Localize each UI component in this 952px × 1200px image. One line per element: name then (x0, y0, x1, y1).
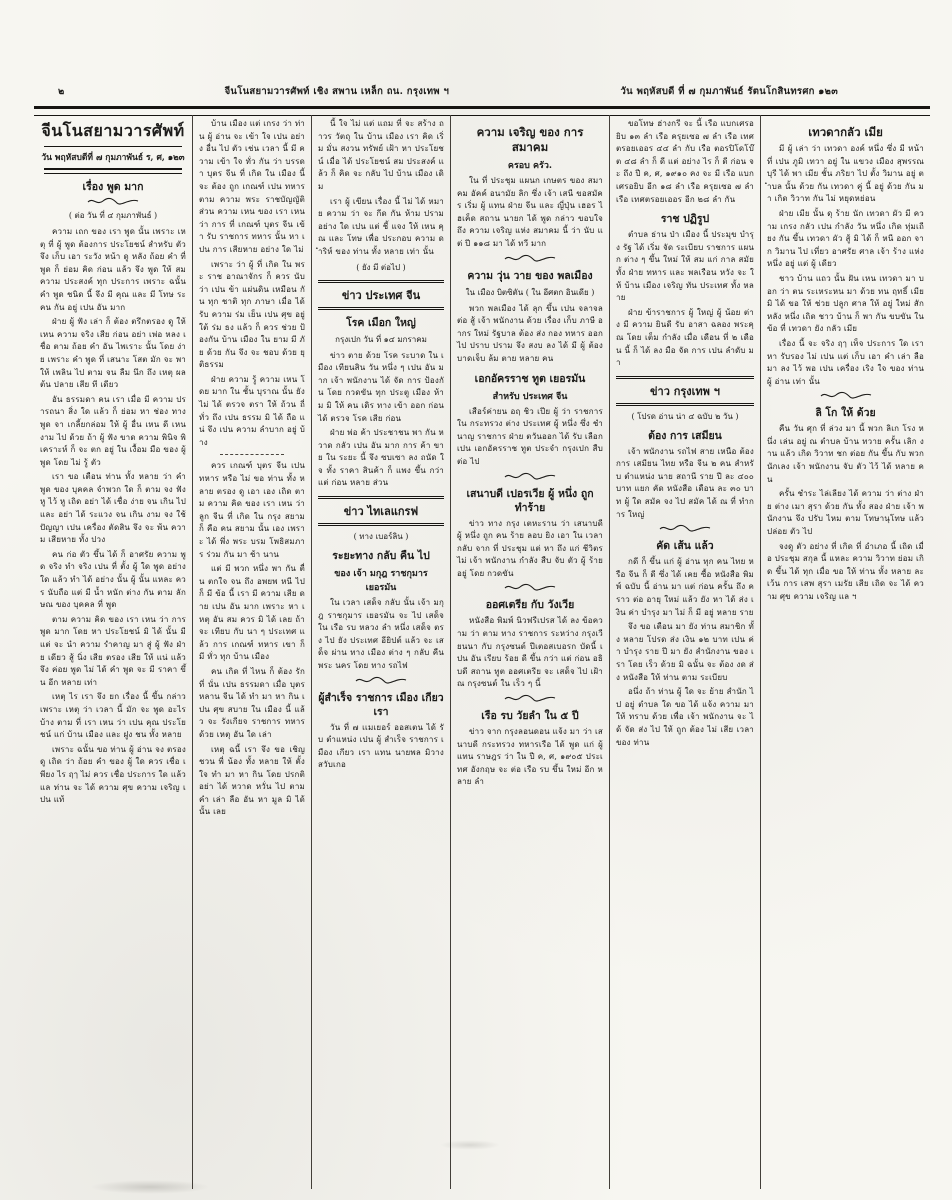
flourish-icon (504, 472, 556, 481)
article-heading: ระยะทาง กลับ คืน ไป (332, 550, 430, 563)
article-heading: ต้อง การ เสมียน (648, 429, 722, 442)
body-paragraph: เรื่อง นี้ จะ จริง ฤๅ เท็จ ประการ ใด เรา หา รับรอง ไม่ เปน แต่ เก็บ เอา คำ เล่า ลือ มา ลง ไว้ พอ เปน เครื่อง เริง ใจ ของ ท่าน ผู้ อ่าน เท่า นั้น (767, 338, 924, 386)
flourish-icon (820, 391, 872, 400)
article-heading: เทวดากลัว เมีย (808, 125, 883, 139)
flourish-icon (87, 197, 139, 206)
masthead-dateline: วัน พฤหัสบดีที่ ๗ กุมภาพันธ์ ร, ศ, ๑๒๓ (41, 153, 185, 163)
running-header-right: วัน พฤหัสบดี ที่ ๗ กุมภาพันธ์ รัตนโกสินทรศก ๑๒๓ (620, 86, 838, 97)
continuation-note: ( ต่อ วัน ที่ ๔ กุมภาพันธ์ ) (68, 211, 158, 220)
section-header: ข่าว ไทเลแกรฟ (318, 496, 444, 526)
flourish-divider (457, 472, 603, 481)
flourish-icon (504, 254, 556, 263)
article-subheading: ครอบ ครัว. (507, 161, 553, 171)
body-paragraph: ฝ่าย พ่อ ค้า ประชาชน พา กัน หวาด กลัว เปน อัน มาก การ ค้า ขาย ใน ระยะ นี้ จึง ซบเซา ลง ถนัด ใจ ทั้ง ราคา สินค้า ก็ แพง ขึ้น กว่า แต่ ก่อน หลาย ส่วน (318, 428, 444, 488)
column-3 (311, 115, 450, 1189)
article-heading: เรื่อง พูด มาก (82, 181, 144, 193)
body-paragraph: ครั้น ชำระ ไล่เลียง ได้ ความ ว่า ต่าง ฝ่าย ต่าง เมา สุรา ด้วย กัน ทั้ง สอง ฝ่าย เจ้า พนักงาน จึง ปรับ ไหม ตาม โทษานุโทษ แล้ว ปล่อย ตัว ไป (767, 489, 924, 537)
column-2 (192, 115, 311, 1189)
body-paragraph: พวก พลเมือง ได้ ลุก ขึ้น เปน จลาจล ต่อ สู้ เจ้า พนักงาน ด้วย เรื่อง เก็บ ภาษี อากร ใหม่ รัฐบาล ต้อง ส่ง กอง ทหาร ออก ไป ปราบ ปราม จึง สงบ ลง ได้ มี ผู้ ต้อง บาดเจ็บ ล้ม ตาย หลาย คน (457, 303, 604, 363)
body-paragraph: เรา ผู้ เขียน เรื่อง นี้ ไม่ ได้ หมาย ความ ว่า จะ กีด กัน ห้าม ปราม อย่าง ใด เปน แต่ ชี้ แจง ให้ เหน คุณ และ โทษ เพื่อ ประกอบ ความ ดำริห์ ของ ท่าน ทั้ง หลาย เท่า นั้น (318, 196, 444, 256)
article-heading: คัด เส้น แล้ว (656, 540, 714, 553)
body-paragraph: เพราะ ฉนั้น ขอ ท่าน ผู้ อ่าน จง ตรอง ดู เถิด ว่า ถ้อย คำ ของ ผู้ ใด ควร เชื่อ เพียง ไร ฤๅ ไม่ ควร เชื่อ ประการ ใด แล้ว แล ท่าน จะ ได้ ความ ศุข ความ เจริญ เปน แท้ (40, 744, 186, 805)
body-paragraph: ฝ่าย ความ รู้ ความ เหน โดย มาก ใน ชั้น บุราณ นั้น ยัง ไม่ ได้ ตรวจ ตรา ให้ ถ้วน ถี่ ทั่ว ถึง เปน ธรรม มิ ได้ ถือ แน่ จึง เปน ความ ลำบาก อยู่ บ้าง (199, 374, 305, 447)
continuation-note: ใน เมือง บิตซิตัน ( ใน อีศตก อินเดีย ) (465, 287, 595, 297)
article-heading: ความ วุ่น วาย ของ พลเมือง (467, 269, 593, 282)
body-paragraph: นี้ ใจ ไม่ แต่ แถม ที่ จะ สร้าง ถาวร วัตถุ ใน บ้าน เมือง เรา คิด เริ่ม มั่น สงวน ทรัพย์ เฝ้า หา ประโยชน์ เมื่อ ได้ ประโยชน์ สม ประสงค์ แล้ว ก็ คิด จะ กลับ ไป บ้าน เมือง เดิม (318, 119, 444, 191)
body-paragraph: ขอโทษ ฮ่างกรี จะ นี้ เรือ แบกเศรอยิบ ๑๓ ลำ เรือ ครุยเซอ ๗ ลำ เรือ เทศตรอยเออร ๔๔ ลำ กับ เรือ ตอรปิโดโบ๊ต ๔๘ ลำ ก็ ดี แต่ อย่าง ไร ก็ ดี ก่อน จะ ถึง ปี ค, ศ, ๑๙๑๐ คง จะ มี เรือ แบกเศรอยิบ อีก ๑๘ ลำ เรือ ครุยเซอ ๗ ลำ เรือ เทศตรอยเออร อีก ๒๘ ลำ กัน (616, 119, 754, 204)
flourish-icon (504, 694, 556, 703)
article-subheading: ของ เจ้า มกุฎ ราชกุมาร เยอรมัน (334, 569, 428, 594)
masthead-rule (44, 146, 182, 147)
body-paragraph: คน เกิด ที่ ไหน ก็ ต้อง รัก ที่ นั่น เปน ธรรมดา เมื่อ บุตร หลาน จีน ได้ ทำ มา หา กิน เปน ศุข สบาย ใน เมือง นี้ แล้ว จะ รังเกียจ ราชการ ทหาร ด้วย เหตุ อัน ใด เล่า (199, 666, 305, 739)
body-paragraph: ข่าว จาก กรุงลอนดอน แจ้ง มา ว่า เสนาบดี กระทรวง ทหารเรือ ได้ พูด แก่ ผู้ แทน ราษฎร ว่า ใน ปี ค, ศ, ๑๙๐๕ ประเทศ อังกฤษ จะ ต่อ เรือ รบ ขึ้น ใหม่ อีก หลาย ลำ (457, 727, 603, 787)
body-paragraph: เจ้า พนักงาน รถไฟ สาย เหนือ ต้อง การ เสมียน ไทย หรือ จีน ๒ คน สำหรับ ตำแหน่ง นาย สถานี ราย ปี ละ ๔๐๐ บาท แยก คัด หนังสือ เดือน ละ ๓๐ บาท ผู้ ใด สมัค จง ไป สมัค ได้ ณ ที่ ทำการ ใหญ่ (616, 446, 754, 519)
body-paragraph: เหตุ ฉนี้ เรา จึง ขอ เชิญ ชวน พี่ น้อง ทั้ง หลาย ให้ ตั้ง ใจ ทำ มา หา กิน โดย ปรกติ อย่า ได้ หวาด หวั่น ไป ตาม คำ เล่า ลือ อัน หา มูล มิ ได้ นั้น เลย (199, 744, 305, 817)
body-paragraph: ฝ่าย เมีย นั้น ดุ ร้าย นัก เทวดา ผัว มี ความ เกรง กลัว เปน กำลัง วัน หนึ่ง เกิด ทุ่มเถียง กัน ขึ้น เทวดา ผัว สู้ มิ ได้ ก็ หนี ออก จาก วิมาน ไป เที่ยว อาศรัย ศาล เจ้า ร้าง แห่ง หนึ่ง อยู่ แต่ ผู้ เดียว (767, 208, 924, 269)
article-heading: ความ เจริญ ของ การ สมาคม (476, 125, 584, 154)
dashed-divider (220, 454, 284, 455)
continuation-note: ( ทาง เบอร์ลิน ) (353, 532, 409, 542)
article-heading: เรือ รบ วัยลำ ใน ๕ ปี (481, 710, 579, 723)
flourish-divider (457, 583, 603, 592)
body-paragraph: อนึ่ง ถ้า ท่าน ผู้ ใด จะ ย้าย สำนัก ไป อยู่ ตำบล ใด ขอ ได้ แจ้ง ความ มา ให้ ทราบ ด้วย เพื่อ เจ้า พนักงาน จะ ได้ จัด ส่ง ไป ให้ ถูก ต้อง ไม่ เสีย เวลา ของ ท่าน (616, 687, 754, 747)
flourish-divider (457, 694, 603, 703)
column-4 (450, 115, 609, 1189)
article-heading: ผู้สำเร็จ ราชการ เมือง เกียว เรา (318, 691, 444, 718)
body-paragraph: คน ก่อ ตัว ขึ้น ได้ ก็ อาศรัย ความ พูด จริง ทำ จริง เปน ที่ ตั้ง ผู้ ใด พูด อย่าง ใด แล้ว ทำ ได้ อย่าง นั้น ผู้ นั้น แหละ ควร นับถือ แต่ มี น้ำ หนัก ต่าง กัน ตาม ลักษณ ของ บุคคล ที่ พูด (40, 549, 186, 610)
body-paragraph: ตาม ความ คิด ของ เรา เหน ว่า การ พูด มาก โดย หา ประโยชน์ มิ ได้ นั้น มี แต่ จะ นำ ความ รำคาญ มา สู่ ผู้ ฟัง ฝ่าย เดียว สู้ นิ่ง เสีย ตรอง เสีย ให้ แน่ แล้ว จึง ค่อย พูด ไม่ ได้ คำ พูด จะ มี ราคา ขึ้น อีก หลาย เท่า (40, 614, 186, 687)
continuation-note: ( ยัง มี ต่อไป ) (356, 262, 406, 272)
running-header-center: จีนโนสยามวารศัพท์ เชิง สพาน เหล็ก ถน. กรุงเทพ ฯ (224, 86, 450, 97)
continuation-note: กรุงเปก วัน ที่ ๑๔ มกราคม (335, 334, 427, 344)
body-paragraph: ข่าว ตาย ด้วย โรค ระบาด ใน เมือง เทียนสิน วัน หนึ่ง ๆ เปน อัน มาก เจ้า พนักงาน ได้ จัด การ ป้องกัน โดย กวดขัน ทุก ประตู เมือง ห้าม มิ ให้ คน เดิร ทาง เข้า ออก ก่อน ได้ ตรวจ โรค เสีย ก่อน (318, 350, 444, 423)
body-paragraph: หนังสือ พิมพ์ นิวฟรีเปรส ได้ ลง ข้อความ ว่า ตาม ทาง ราชการ ระหว่าง กรุงเวียนนา กับ กรุงซนต์ ปีเตอสเบอรก บัดนี้ เปน อัน เรียบ ร้อย ดี ขึ้น กว่า แต่ ก่อน อธิบดี สถาน ทูต ออศเตรีย จะ เสด็จ ไป เฝ้า ณ กรุงซนต์ ใน เร็ว ๆ นี้ (457, 616, 604, 689)
flourish-divider (457, 254, 603, 263)
masthead-rule (44, 168, 182, 174)
article-heading: ออศเตรีย กับ วังเวีย (485, 599, 575, 612)
body-paragraph: เพราะ ว่า ผู้ ที่ เกิด ใน พระ ราช อาณาจักร ก็ ควร นับ ว่า เปน ข้า แผ่นดิน เหมือน กัน ทุก ชาติ ทุก ภาษา เมื่อ ได้ รับ ความ ร่ม เย็น เปน ศุข อยู่ ใต้ ร่ม ธง แล้ว ก็ ควร ช่วย ป้องกัน บ้าน เมือง ใน ยาม มี ภัย ด้วย กัน จึง จะ ชอบ ด้วย ยุติธรรม (199, 259, 305, 370)
flourish-divider (40, 197, 186, 206)
continuation-note: ( โปรด อ่าน น่า ๔ ฉบับ ๒ วัน ) (631, 411, 739, 421)
section-header: ข่าว ประเทศ จีน (318, 280, 444, 310)
body-paragraph: จงดู ตัว อย่าง ที่ เกิด ที่ อำเภอ นี้ เถิด เมื่อ ประชุม สกุล นี้ แหละ ความ วิวาท ย่อม เกิด ขึ้น ได้ ทุก เมื่อ ขอ ให้ ท่าน ทั้ง หลาย ละ เว้น การ เสพ สุรา เมรัย เสีย เถิด จะ ได้ ความ ศุข ความ เจริญ แล ฯ (767, 541, 924, 601)
body-paragraph: เรา ขอ เตือน ท่าน ทั้ง หลาย ว่า คำ พูด ของ บุคคล จำพวก ใด ก็ ตาม จง ฟัง หู ไว้ หู เถิด อย่า ได้ เชื่อ ง่าย จน เกิน ไป และ อย่า ได้ ระแวง จน เกิน งาม จง ใช้ ปัญญา เปน เครื่อง ตัดสิน จึง จะ พ้น ความ เสียหาย ทั้ง ปวง (40, 472, 186, 545)
body-paragraph: ข่าว ทาง กรุง เตหะราน ว่า เสนาบดี ผู้ หนึ่ง ถูก คน ร้าย ลอบ ยิง เอา ใน เวลา กลับ จาก ที่ ประชุม แต่ หา ถึง แก่ ชีวิตร ไม่ เจ้า พนักงาน กำลัง สืบ จับ ตัว ผู้ ร้าย อยู่ โดย กวดขัน (457, 518, 603, 578)
body-paragraph: บ้าน เมือง แต่ เกรง ว่า ท่าน ผู้ อ่าน จะ เข้า ใจ เปน อย่าง อื่น ไป ตัว เช่น เวลา นี้ มี ความ เข้า ใจ ทั่ว กัน ว่า บรรดา บุตร จีน ที่ เกิด ใน เมือง นี้ จะ ต้อง ถูก เกณฑ์ เปน ทหาร ตาม ความ พระ ราชบัญญัติ ส่วน ความ เหน ของ เรา เหน ว่า การ ที่ เกณฑ์ บุตร จีน เข้า รับ ราชการ ทหาร นั้น หา เปน การ เสียหาย อย่าง ใด ไม่ (199, 119, 305, 254)
running-header (36, 84, 926, 99)
flourish-icon (504, 583, 556, 592)
article-subheading: สำหรับ ประเทศ จีน (492, 391, 568, 402)
body-paragraph: ใน เวลา เสด็จ กลับ นั้น เจ้า มกุฎ ราชกุมาร เยอรมัน จะ ไป เสด็จ ใน เรือ รบ หลวง ลำ หนึ่ง เสด็จ ตรง ไป ยัง ประเทศ อียิปต์ แล้ว จะ เสด็จ ผ่าน ทาง เมือง ต่าง ๆ กลับ คืน พระ นคร โดย ทาง รถไฟ (318, 598, 444, 671)
body-paragraph: มี ผู้ เล่า ว่า เทวดา องค์ หนึ่ง ซึ่ง มี หน้า ที่ เปน ภูมิ เทวา อยู่ ใน แขวง เมือง สุพรรณบุรี ได้ พา เมีย ชั้น ภริยา ไป ตั้ง วิมาน อยู่ ตำบล นั้น ด้วย กัน เทวดา คู่ นี้ อยู่ ด้วย กัน มา เกิด วิวาท กัน ไม่ หยุดหย่อน (767, 144, 924, 204)
article-heading: เสนาบดี เปอรเวีย ผู้ หนึ่ง ถูก ทำร้าย (466, 487, 594, 514)
body-paragraph: ฝ่าย ผู้ ฟัง เล่า ก็ ต้อง ตรึกตรอง ดู ให้ เหน ความ จริง เสีย ก่อน อย่า เพ่อ หลง เชื่อ ตาม ถ้อย คำ อัน ไพเราะ นั้น โดย ง่าย เพราะ คำ พูด ที่ เสนาะ โสต มัก จะ พา ให้ เพลิน ไป ตาม จน ลืม นึก ถึง เหตุ ผล ต้น ปลาย เสีย ที เดียว (40, 317, 186, 390)
body-paragraph: วัน ที่ ๗ เเมเยอร์ ออสเตน ได้ รับ ตำแหน่ง เปน ผู้ สำเร็จ ราชการ เมือง เกียว เรา แทน นายพล มิวาง สวับเกอ (318, 722, 444, 770)
columns (34, 115, 930, 1189)
flourish-divider (767, 391, 924, 400)
article-heading: ราช ปฏิรูป (660, 213, 710, 226)
flourish-divider (318, 676, 444, 685)
body-paragraph: ความ เถก ของ เรา พูด นั้น เพราะ เหตุ ที่ ผู้ พูด ต้องการ ประโยชน์ สำหรับ ตัว จึง เก็บ เอา ระวัง หน้า ดู หลัง ถ้อย คำ ที่ พูด ก็ ย่อม คิด ก่อน แล้ว จึง พูด ให้ สม ความ ประสงค์ ทุก ประการ เพราะ ฉนั้น คำ พูด ชนิด นี้ จึง มี คุณ และ มี โทษ ระคน กัน อยู่ เปน อัน มาก (40, 227, 186, 312)
newspaper-title: จีนโนสยามวารศัพท์ (41, 121, 185, 140)
body-paragraph: เหตุ ไร เรา จึง ยก เรื่อง นี้ ขึ้น กล่าว เพราะ เหตุ ว่า เวลา นี้ มัก จะ พูด อะไร บ้าง ตาม ที่ เรา เหน ว่า เปน คุณ ประโยชน์ แก่ บ้าน เมือง และ ฝูง ชน ทั้ง หลาย (40, 692, 186, 740)
column-6 (760, 115, 930, 1189)
body-paragraph: กดี ก็ ขึ้น แก่ ผู้ อ่าน ทุก คน ไทย หรือ จีน ก็ ดี ซึ่ง ได้ เคย ซื้อ หนังสือ พิมพ์ ฉบับ นี้ อ่าน มา แต่ ก่อน ครั้น ถึง คราว ต่อ อายุ ใหม่ แล้ว ยัง หา ได้ ส่ง เงิน ค่า บำรุง มา ไม่ ก็ มี อยู่ หลาย ราย (616, 557, 754, 617)
article-heading: เอกอัครราช ทูต เยอรมัน (474, 372, 586, 385)
body-paragraph: ตำบล ธ่าน ป่า เมือง นี้ ประมุข บำรุง รัฐ ได้ เริ่ม จัด ระเบียบ ราชการ แผนก ต่าง ๆ ขึ้น ใหม่ ให้ สม แก่ กาล สมัย ทั้ง ฝ่าย ทหาร และ พลเรือน หวัง จะ ให้ บ้าน เมือง เจริญ ทัน ประเทศ ทั้ง หลาย (616, 230, 754, 303)
body-paragraph: ควร เกณฑ์ บุตร จีน เปน ทหาร หรือ ไม่ ขอ ท่าน ทั้ง หลาย ตรอง ดู เอา เอง เถิด ตาม ความ คิด ของ เรา เหน ว่า ลูก จีน ที่ เกิด ใน กรุง สยาม ก็ คือ คน สยาม นั้น เอง เพราะ ได้ พึ่ง พระ บรม โพธิสมภาร ร่วม กัน มา ช้า นาน (199, 461, 305, 559)
body-paragraph: อัน ธรรมดา คน เรา เมื่อ มี ความ ปรารถนา สิ่ง ใด แล้ว ก็ ย่อม หา ช่อง ทาง พูด จา เกลี้ยกล่อม ให้ ผู้ อื่น เหน ดี เหน งาม ไป ด้วย ถ้า ผู้ ฟัง ขาด ความ พินิจ พิเคราะห์ ก็ จะ ตก อยู่ ใน เงื้อม มือ ของ ผู้ พูด โดย ไม่ รู้ ตัว (40, 394, 186, 467)
article-heading: ลิ โก ให้ ด้วย (815, 407, 876, 420)
flourish-icon (355, 676, 407, 685)
body-paragraph: จึง ขอ เตือน มา ยัง ท่าน สมาชิก ทั้ง หลาย โปรด ส่ง เงิน ๑๒ บาท เปน ค่า บำรุง ราย ปี มา ยัง สำนักงาน ของ เรา โดย เร็ว ด้วย มิ ฉนั้น จะ ต้อง งด ส่ง หนังสือ ให้ ท่าน ตาม ระเบียบ (616, 622, 754, 682)
article-heading: โรค เมือก ใหญ่ (346, 316, 416, 329)
masthead (40, 120, 186, 174)
body-paragraph: ใน ที่ ประชุม แผนก เกษตร ของ สมาคม อัคค์ อนามัย ลิก ซึ่ง เจ้า เสนี ขอสมัคร เริ่ม ผู้ แทน ฝ่าย จีน และ ญี่ปุ่น เฮอร ไฮเค็ด สถาน นายก ได้ พูด กล่าว ขอบใจ ถึง ความ เจริญ แห่ง สมาคม นี้ ว่า นับ แต่ ปี ๑๑๘ มา ได้ ทวี มาก (457, 176, 603, 248)
body-paragraph: ชาว บ้าน แถว นั้น ฝัน เหน เทวดา มา บอก ว่า ตน ระเหระหน มา ด้วย ทน ฤทธิ์ เมีย มิ ได้ ขอ ให้ ช่วย ปลูก ศาล ให้ อยู่ ใหม่ สัก หลัง หนึ่ง เถิด ชาว บ้าน ก็ พา กัน ขบขัน ใน ข้อ ที่ เทวดา ยัง กลัว เมีย (767, 273, 924, 334)
column-1 (34, 115, 192, 1189)
page-number: ๒ (58, 86, 65, 97)
body-paragraph: เสือร์ค่ายน อฤ ชิว เปีย ผู้ ว่า ราชการ ใน กระทรวง ต่าง ประเทศ ผู้ หนึ่ง ซึ่ง ชำนาญ ราชการ ฝ่าย ตวันออก ได้ รับ เลือก เปน เอกอัครราช ทูต ประจำ กรุงเปก สืบ ต่อ ไป (457, 406, 603, 466)
body-paragraph: แต่ มี พวก หนึ่ง พา กัน ตื่น ตกใจ จน ถึง อพยพ หนี ไป ก็ มี ข้อ นี้ เรา มี ความ เสีย ดาย เปน อัน มาก เพราะ หา เหตุ อัน สม ควร มิ ได้ เลย ถ้า จะ เทียบ กับ นา ๆ ประเทศ แล้ว การ เกณฑ์ ทหาร เขา ก็ มี ทั่ว ทุก บ้าน เมือง (199, 564, 305, 662)
section-header: ข่าว กรุงเทพ ฯ (616, 376, 754, 406)
body-paragraph: คืน วัน ศุก ที่ ล่วง มา นี้ พวก ลิเก โรง หนึ่ง เล่น อยู่ ณ ตำบล บ้าน ทวาย ครั้น เลิก งาน แล้ว เกิด วิวาท ชก ต่อย กัน ขึ้น กับ พวก นักเลง เจ้า พนักงาน จับ ตัว ไว้ ได้ หลาย คน (767, 424, 924, 484)
flourish-icon (659, 524, 711, 533)
column-5 (609, 115, 760, 1189)
body-paragraph: ฝ่าย ข้าราชการ ผู้ ใหญ่ ผู้ น้อย ต่าง มี ความ ยินดี รับ อาสา ฉลอง พระคุณ โดย เต็ม กำลัง เมื่อ เดือน ที่ ๒ เดือน นี้ ก็ ได้ ลง มือ จัด การ เปน ลำดับ มา (616, 307, 754, 368)
flourish-divider (616, 524, 754, 533)
